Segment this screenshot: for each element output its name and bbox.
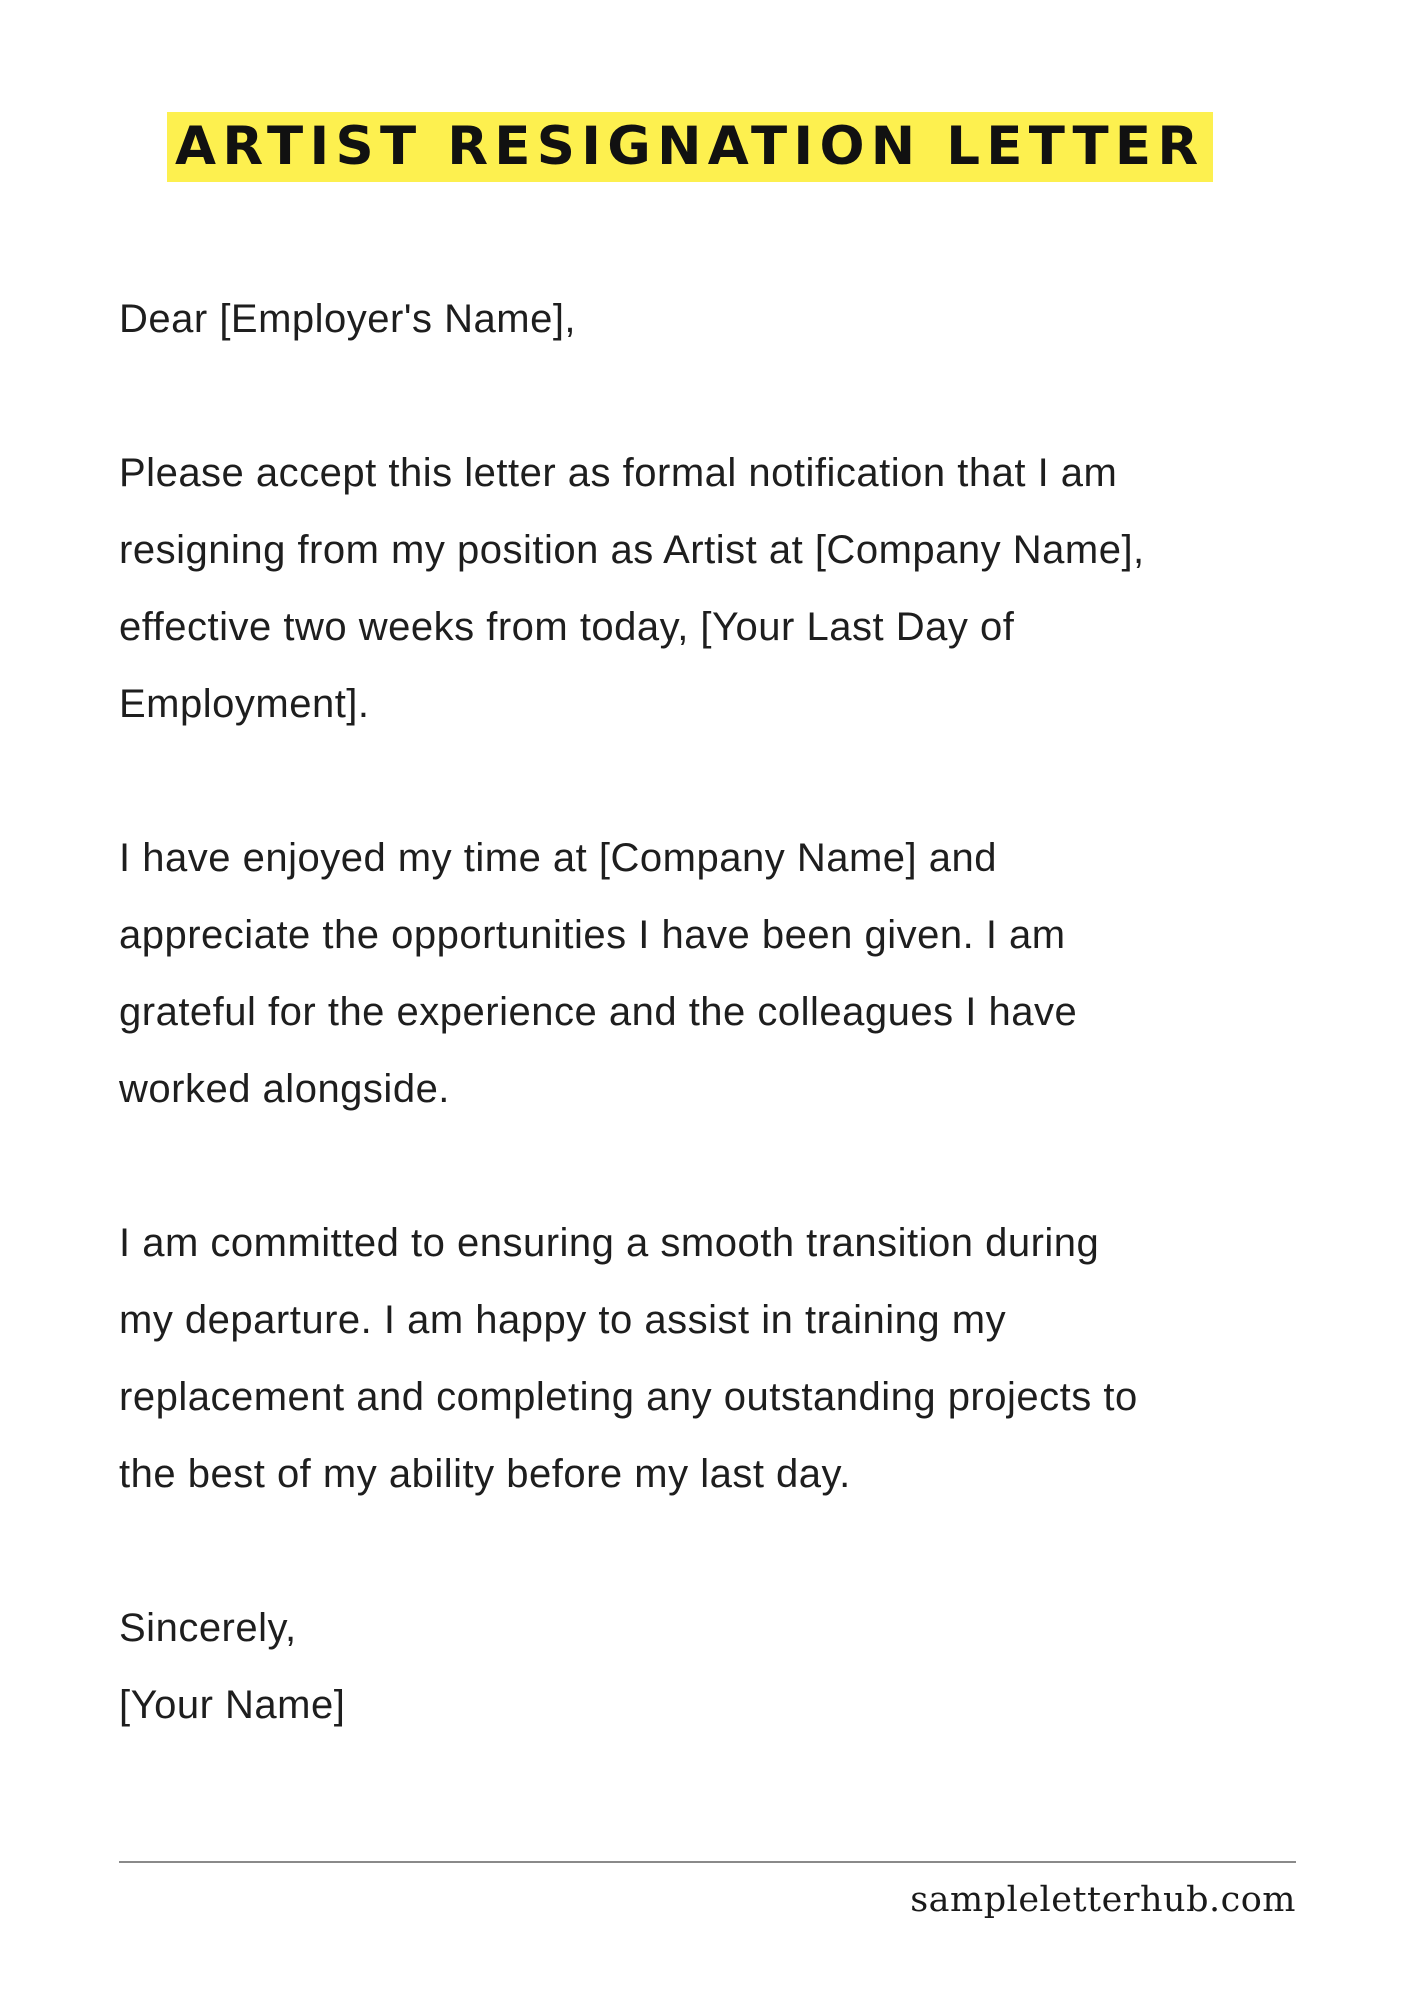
- salutation-text: Dear [Employer's Name],: [119, 297, 577, 341]
- paragraph-line: my departure. I am happy to assist in training my: [119, 1298, 1007, 1342]
- salutation: [119, 281, 1349, 358]
- title-block: [167, 112, 1213, 182]
- paragraph-2: [119, 820, 1349, 1128]
- letter-body: [119, 281, 1349, 1744]
- signature-placeholder: [Your Name]: [119, 1683, 346, 1727]
- paragraph-line: Please accept this letter as formal notification that I am: [119, 451, 1118, 495]
- paragraph-line: I am committed to ensuring a smooth transition during: [119, 1221, 1100, 1265]
- footer-divider: [119, 1861, 1296, 1863]
- paragraph-line: resigning from my position as Artist at [Company Name],: [119, 528, 1145, 572]
- paragraph-line: grateful for the experience and the colleagues I have: [119, 990, 1078, 1034]
- footer-website: sampleletterhub.com: [910, 1880, 1296, 1920]
- closing-block: [119, 1590, 1349, 1744]
- paragraph-1: [119, 435, 1349, 743]
- paragraph-line: replacement and completing any outstanding projects to: [119, 1375, 1138, 1419]
- paragraph-line: I have enjoyed my time at [Company Name] and: [119, 836, 997, 880]
- paragraph-line: the best of my ability before my last day.: [119, 1452, 851, 1496]
- paragraph-line: worked alongside.: [119, 1067, 450, 1111]
- paragraph-line: appreciate the opportunities I have been given. I am: [119, 913, 1066, 957]
- paragraph-line: Employment].: [119, 682, 370, 726]
- paragraph-3: [119, 1205, 1349, 1513]
- closing-text: Sincerely,: [119, 1606, 297, 1650]
- paragraph-line: effective two weeks from today, [Your Last Day of: [119, 605, 1015, 649]
- document-title: ARTIST RESIGNATION LETTER: [167, 112, 1213, 182]
